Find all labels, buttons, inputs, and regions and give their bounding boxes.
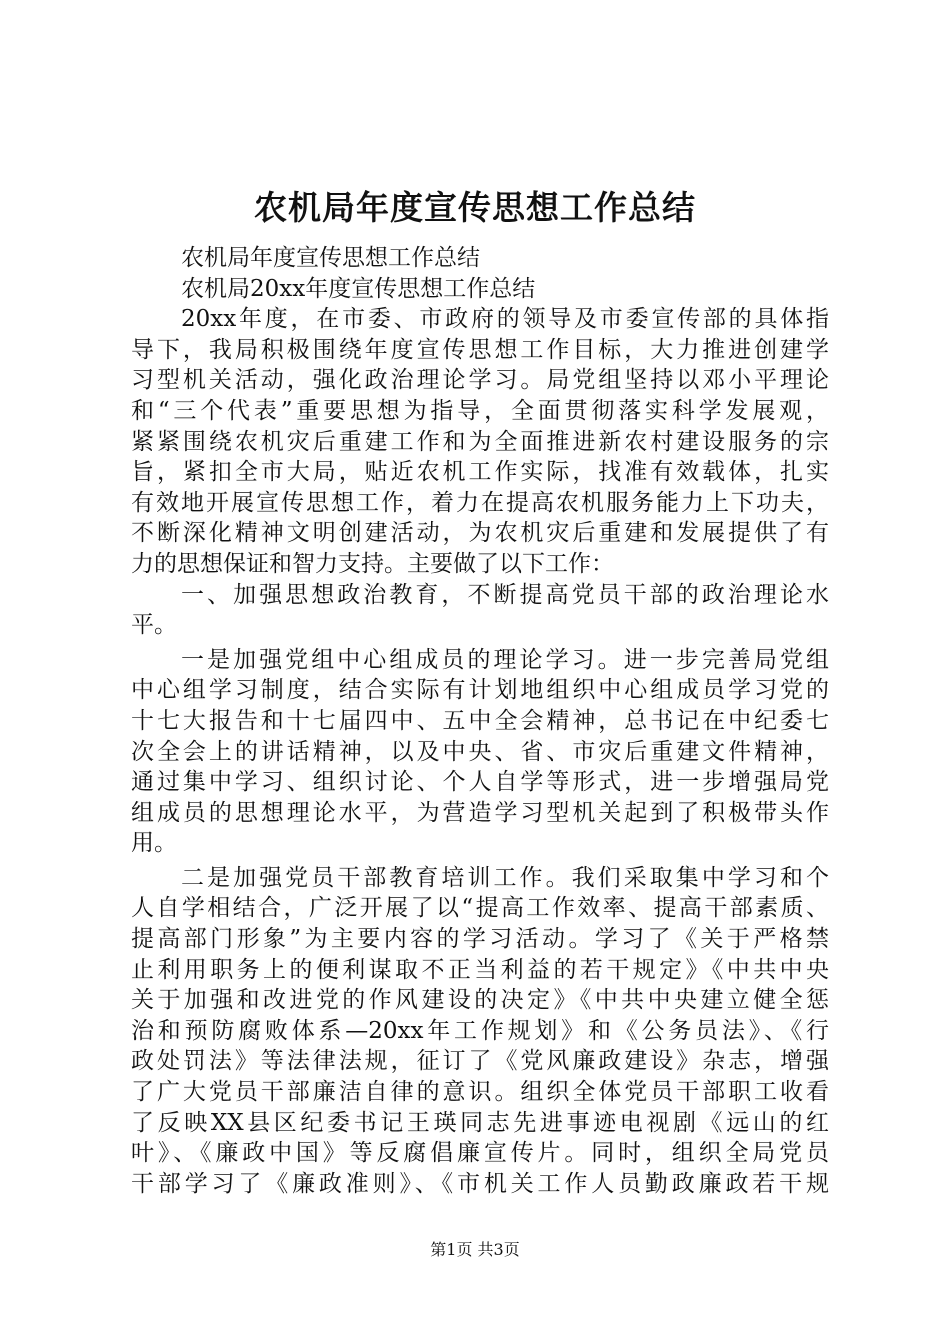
text-line: 政处罚法》等法律法规，征订了《党风廉政建设》杂志，增强 [131,1048,829,1075]
paragraph [131,863,829,1200]
text-line: 治和预防腐败体系—20xx年工作规划》和《公务员法》、《行 [131,1017,829,1044]
text-line: 提高部门形象”为主要内容的学习活动。学习了《关于严格禁 [131,926,829,953]
text-line: 和“三个代表”重要思想为指导，全面贯彻落实科学发展观， [131,397,829,424]
text-line: 了反映XX县区纪委书记王瑛同志先进事迹电视剧《远山的红 [131,1109,829,1136]
text-line: 紧紧围绕农机灾后重建工作和为全面推进新农村建设服务的宗 [131,428,829,455]
paragraph [131,243,829,274]
paragraph [131,274,829,305]
text-line: 旨，紧扣全市大局，贴近农机工作实际，找准有效载体，扎实 [131,459,829,486]
document-body [131,243,829,1199]
text-line: 止利用职务上的便利谋取不正当利益的若干规定》《中共中央 [131,956,829,983]
text-line: 农机局年度宣传思想工作总结 [181,245,480,271]
paragraph [131,580,829,641]
text-line: 次全会上的讲话精神，以及中央、省、市灾后重建文件精神， [131,738,829,765]
text-line: 关于加强和改进党的作风建设的决定》《中共中央建立健全惩 [131,987,829,1014]
text-line: 通过集中学习、组织讨论、个人自学等形式，进一步增强局党 [131,769,829,796]
text-line: 有效地开展宣传思想工作，着力在提高农机服务能力上下功夫， [131,489,829,516]
text-line: 农机局20xx年度宣传思想工作总结 [181,275,536,302]
paragraph [131,645,829,859]
text-line: 叶》、《廉政中国》等反腐倡廉宣传片。同时，组织全局党员 [131,1140,829,1167]
text-line: 组成员的思想理论水平，为营造学习型机关起到了积极带头作 [131,799,829,826]
text-line: 导下，我局积极围绕年度宣传思想工作目标，大力推进创建学 [131,336,829,363]
text-line: 十七大报告和十七届四中、五中全会精神，总书记在中纪委七 [131,707,829,734]
document-title: 农机局年度宣传思想工作总结 [254,188,696,227]
text-line: 习型机关活动，强化政治理论学习。局党组坚持以邓小平理论 [131,367,829,394]
text-line: 了广大党员干部廉洁自律的意识。组织全体党员干部职工收看 [131,1079,829,1106]
text-line: 不断深化精神文明创建活动，为农机灾后重建和发展提供了有 [131,520,829,547]
text-line: 中心组学习制度，结合实际有计划地组织中心组成员学习党的 [131,677,829,704]
text-line: 平。 [131,612,177,639]
text-line: 干部学习了《廉政准则》、《市机关工作人员勤政廉政若干规 [131,1170,829,1197]
text-line: 二是加强党员干部教育培训工作。我们采取集中学习和个 [181,864,829,891]
text-line: 力的思想保证和智力支持。主要做了以下工作： [131,550,614,577]
text-line: 人自学相结合，广泛开展了以“提高工作效率、提高干部素质、 [131,895,829,922]
text-line: 用。 [131,830,177,857]
text-line: 20xx年度，在市委、市政府的领导及市委宣传部的具体指 [181,306,829,333]
text-line: 一、加强思想政治教育，不断提高党员干部的政治理论水 [181,581,829,608]
paragraph [131,304,829,579]
page-number: 第1页 共3页 [430,1240,520,1259]
text-line: 一是加强党组中心组成员的理论学习。进一步完善局党组 [181,646,829,673]
